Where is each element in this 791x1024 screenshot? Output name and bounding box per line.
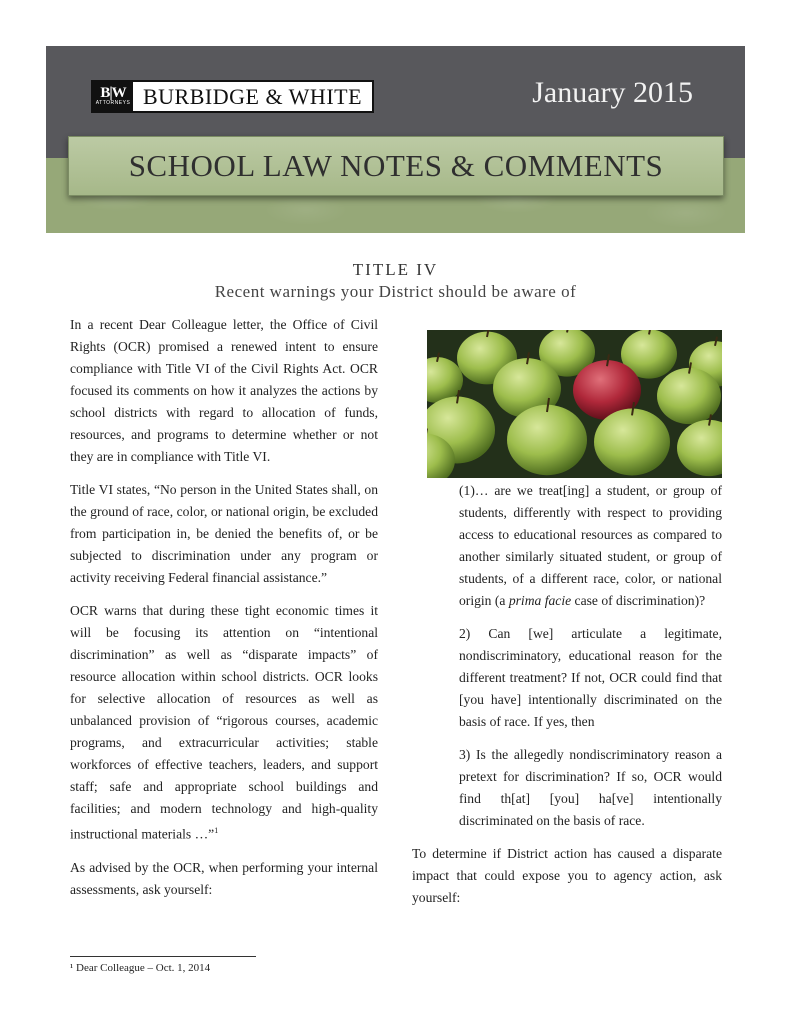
newsletter-title: SCHOOL LAW NOTES & COMMENTS — [128, 148, 664, 183]
footnote-reference: 1 — [214, 826, 219, 835]
question-3: 3) Is the allegedly nondiscriminatory reason a pretext for discrimination? If so, OCR would find th[at] [you] ha[ve] intentionally discriminated on the basis of race. — [459, 747, 722, 828]
paragraph-disparate-impact: To determine if District action has caused a disparate impact that could expose you to agency action, ask yourself: — [412, 846, 722, 905]
apples-photo — [427, 330, 722, 478]
paragraph-intro: In a recent Dear Colleague letter, the Office of Civil Rights (OCR) promised a renewed intent to ensure compliance with Title VI of the Civil Rights Act. OCR focused its comments on how it analyzes the actions by school districts with regard to allocation of funds, resources, and programs to determine whether or not they are in compliance with Title VI. — [70, 317, 378, 464]
firm-logo — [91, 80, 374, 113]
paragraph-ask-yourself: As advised by the OCR, when performing your internal assessments, ask yourself: — [70, 859, 378, 897]
newsletter-banner — [46, 46, 745, 233]
question-1-text: (1)… are we treat[ing] a student, or group of students, differently with respect to providing access to educational resources as compared to another similarly situated student, or group of students, of a different race, color, or national origin (a — [459, 483, 722, 608]
logo-tagline: ATTORNEYS — [95, 100, 131, 106]
logo-mark — [93, 82, 133, 111]
issue-date: January 2015 — [532, 76, 693, 109]
paragraph-title-vi-quote: Title VI states, “No person in the United States shall, on the ground of race, color, or national origin, be excluded from participation in, be denied the benefits of, or be subjected to discrimination under any program or activity receiving Federal financial assistance.” — [70, 482, 378, 585]
question-1-emphasis: prima facie — [508, 593, 572, 608]
footnote: ¹ Dear Colleague – Oct. 1, 2014 — [70, 962, 211, 974]
left-column — [70, 314, 378, 912]
logo-mark-letters: B|W — [100, 85, 126, 101]
firm-name: BURBIDGE & WHITE — [143, 84, 363, 109]
paragraph-ocr-warning-text: OCR warns that during these tight economic times it will be focusing its attention on “intentional discrimination” as well as “disparate impacts” of resource allocation within school districts. OCR looks for selective allocation of resources as well as unbalanced provision of “rigorous courses, academic programs, and extracurricular activities; stable workforces of effective teachers, leaders, and support staff; safe and appropriate school buildings and facilities; and modern technology and high-quality instructional materials …” — [70, 603, 378, 842]
question-1-text-end: case of discrimination)? — [571, 593, 706, 608]
footnote-divider — [70, 956, 256, 957]
apples-illustration — [427, 330, 722, 478]
paragraph-ocr-warning — [70, 600, 378, 846]
question-1 — [459, 480, 722, 612]
question-2: 2) Can [we] articulate a legitimate, nondiscriminatory, educational reason for the different treatment? If not, OCR could find that [you have] intentionally discriminated on the basis of race. If yes, then — [459, 626, 722, 729]
article-subtitle: Recent warnings your District should be aware of — [214, 282, 577, 301]
newsletter-title-plate — [68, 136, 724, 196]
right-column — [412, 480, 722, 920]
article-title: TITLE IV — [352, 260, 439, 279]
